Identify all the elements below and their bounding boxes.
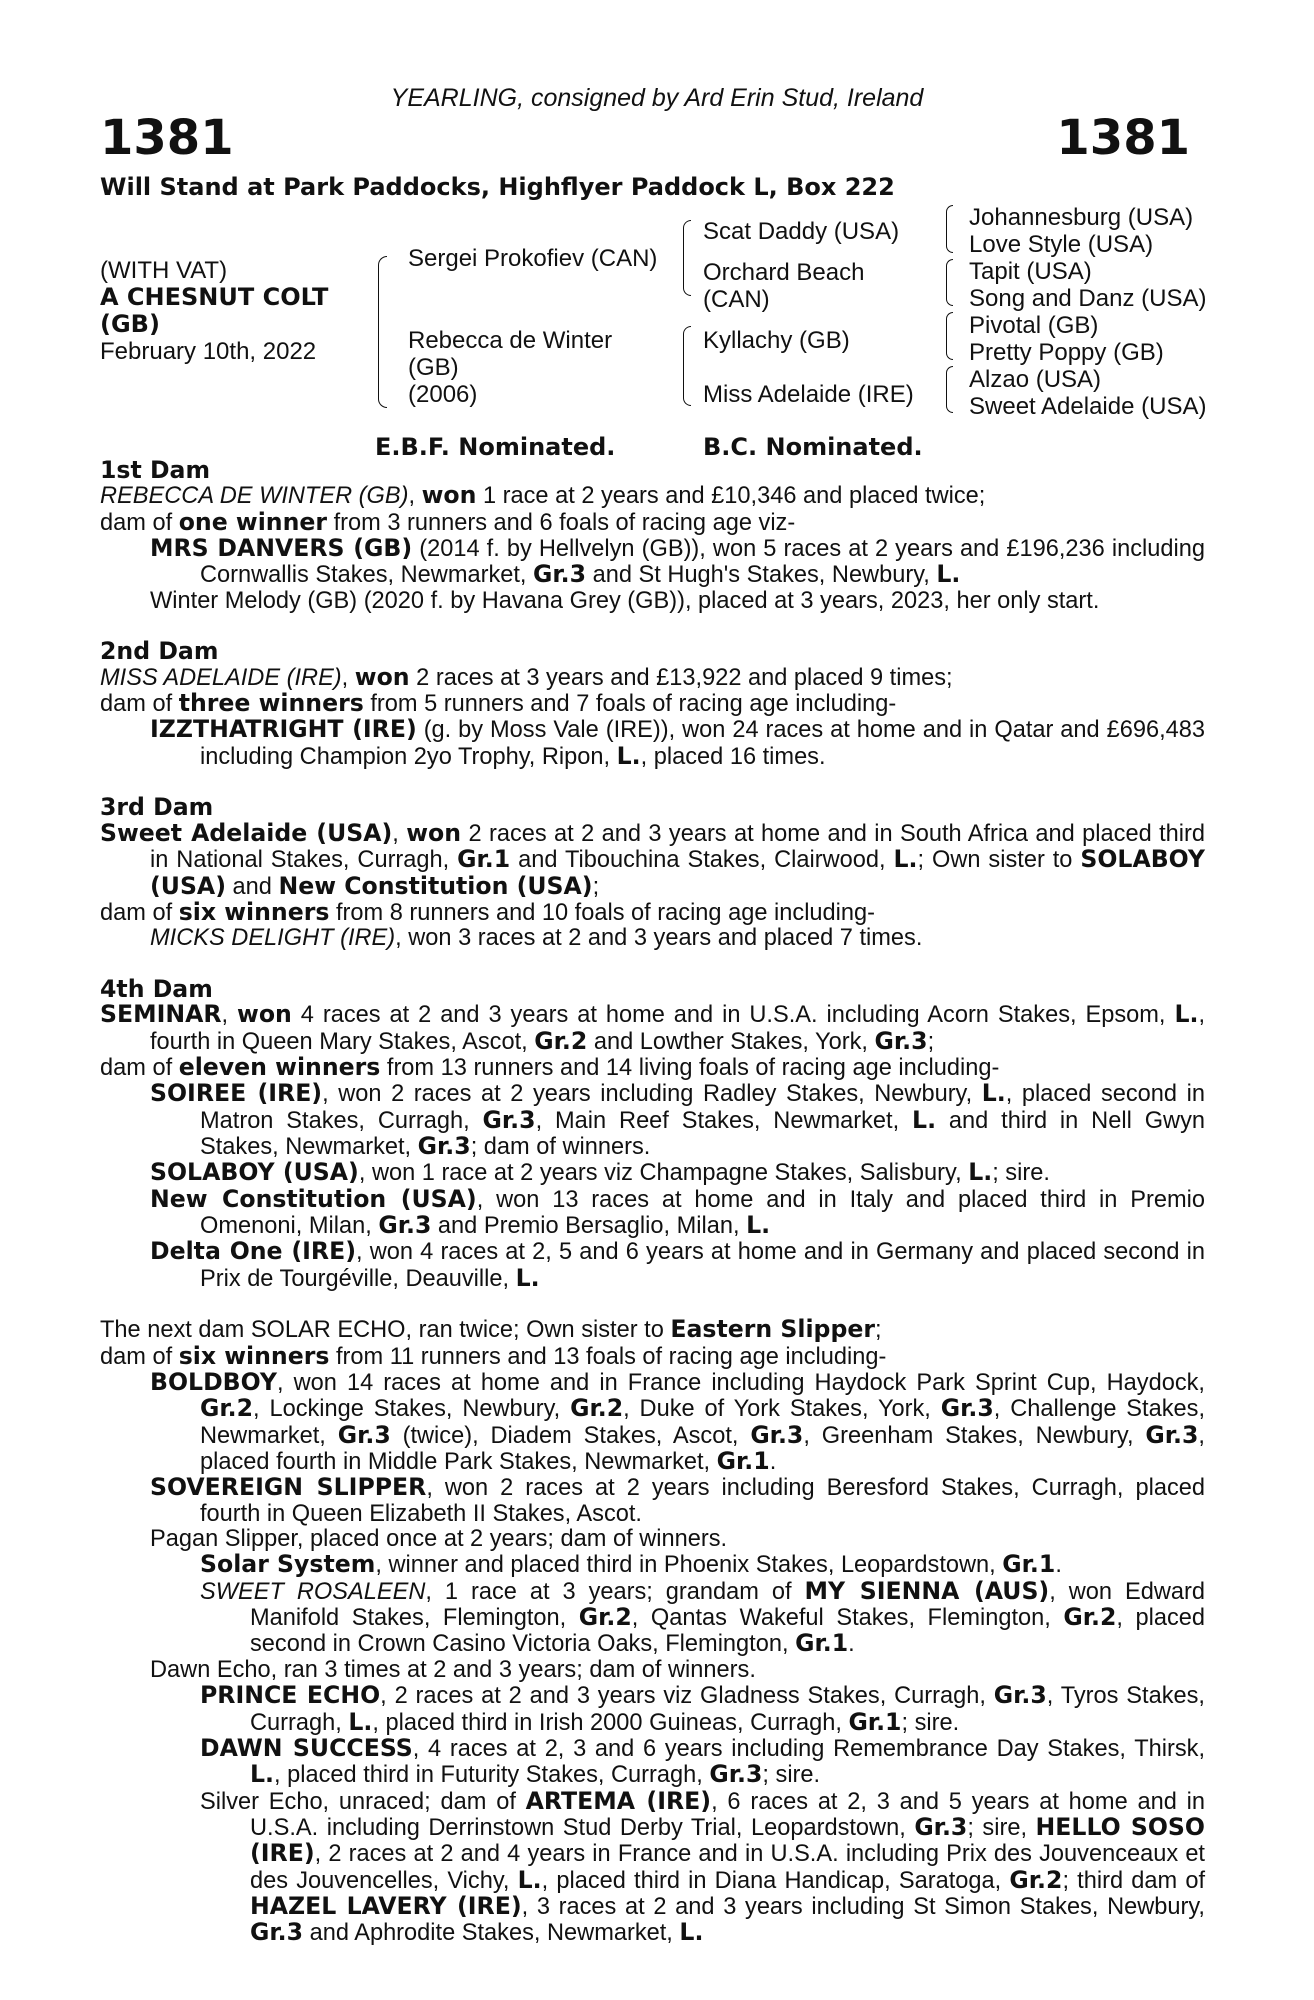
- catalogue-page-body: [100, 458, 1205, 1947]
- produce-entry: SOLABOY (USA), won 1 race at 2 years viz Champagne Stakes, Salisbury, L.; sire.: [150, 1158, 1050, 1187]
- produce-entry: Delta One (IRE), won 4 races at 2, 5 and 6 years at home and in Germany and placed second in Prix de Tourgéville, Deauville, L.: [150, 1237, 1205, 1292]
- first-dam-produce-summary: dam of one winner from 3 runners and 6 foals of racing age viz-: [100, 507, 796, 536]
- great-grand-parent-3: Tapit (USA): [969, 258, 1092, 285]
- pedigree-brace-g2: [946, 259, 953, 306]
- ebf-nomination: E.B.F. Nominated.: [375, 433, 616, 461]
- pedigree-brace-dam: [683, 326, 691, 406]
- vat-label: (WITH VAT): [100, 257, 228, 284]
- dam-name: Rebecca de Winter: [408, 327, 613, 354]
- sire-dam-name: Orchard Beach: [703, 259, 865, 286]
- section-heading-2nd-dam: 2nd Dam: [100, 637, 219, 666]
- grand-produce-entry: SWEET ROSALEEN, 1 race at 3 years; grandam of MY SIENNA (AUS), won Edward Manifold Stakes, Flemington, Gr.2, Qantas Wakeful Stakes, Flemington, Gr.2, placed second in Crown Casino Victoria Oaks, Flemington, Gr.1.: [200, 1576, 1206, 1658]
- produce-entry: New Constitution (USA), won 13 races at home and in Italy and placed third in Premio Omenoni, Milan, Gr.3 and Premio Bersaglio, Milan, L.: [150, 1184, 1205, 1239]
- pedigree-brace-g4: [946, 366, 953, 413]
- sire-name: Sergei Prokofiev (CAN): [408, 245, 658, 272]
- produce-entry: SOVEREIGN SLIPPER, won 2 races at 2 years including Beresford Stakes, Curragh, placed fourth in Queen Elizabeth II Stakes, Ascot.: [150, 1473, 1205, 1527]
- section-heading-4th-dam: 4th Dam: [100, 974, 213, 1003]
- third-dam-record: Sweet Adelaide (USA), won 2 races at 2 and 3 years at home and in South Africa and placed third in National Stakes, Curragh, Gr.1 and Tibouchina Stakes, Clairwood, L.; Own sister to SOLABOY (USA) and New Constitution (USA);: [100, 818, 1205, 900]
- section-heading-3rd-dam: 3rd Dam: [100, 793, 214, 822]
- grand-produce-entry: DAWN SUCCESS, 4 races at 2, 3 and 6 years including Remembrance Day Stakes, Thirsk, L., placed third in Futurity Stakes, Curragh, Gr.3; sire.: [200, 1733, 1205, 1789]
- produce-entry: SOIREE (IRE), won 2 races at 2 years including Radley Stakes, Newbury, L., placed second in Matron Stakes, Curragh, Gr.3, Main Reef Stakes, Newmarket, L. and third in Nell Gwyn Stakes, Newmarket, Gr.3; dam of winners.: [150, 1079, 1206, 1160]
- foaling-date: February 10th, 2022: [100, 338, 317, 365]
- third-dam-produce-summary: dam of six winners from 8 runners and 10 foals of racing age including-: [100, 897, 876, 926]
- produce-entry: Pagan Slipper, placed once at 2 years; dam of winners.: [150, 1526, 728, 1553]
- produce-entry: MICKS DELIGHT (IRE), won 3 races at 2 and 3 years and placed 7 times.: [150, 925, 923, 952]
- dam-sire-name: Kyllachy (GB): [703, 327, 850, 354]
- sire-dam-country: (CAN): [703, 286, 770, 313]
- grand-produce-entry: PRINCE ECHO, 2 races at 2 and 3 years viz Gladness Stakes, Curragh, Gr.3, Tyros Stakes, Curragh, L., placed third in Irish 2000 Guineas, Curragh, Gr.1; sire.: [200, 1681, 1205, 1736]
- pedigree-brace-g1: [946, 205, 953, 253]
- fourth-dam-record: SEMINAR, won 4 races at 2 and 3 years at home and in U.S.A. including Acorn Stakes, Epsom, L., fourth in Queen Mary Stakes, Ascot, Gr.2 and Lowther Stakes, York, Gr.3;: [100, 1000, 1205, 1055]
- second-dam-produce-summary: dam of three winners from 5 runners and 7 foals of racing age including-: [100, 689, 897, 718]
- pedigree-brace-sire: [683, 220, 691, 296]
- lot-number-left: 1381: [100, 110, 234, 166]
- sire-sire-name: Scat Daddy (USA): [703, 218, 900, 245]
- bc-nomination: B.C. Nominated.: [703, 433, 923, 461]
- produce-entry: Dawn Echo, ran 3 times at 2 and 3 years; dam of winners.: [150, 1656, 756, 1683]
- great-grand-parent-1: Johannesburg (USA): [969, 204, 1194, 231]
- horse-description: A CHESNUT COLT: [100, 283, 329, 311]
- great-grand-parent-4: Song and Danz (USA): [969, 285, 1207, 312]
- dam-country: (GB): [408, 354, 459, 381]
- grand-produce-entry: Silver Echo, unraced; dam of ARTEMA (IRE), 6 races at 2, 3 and 5 years at home and in U.S.A. including Derrinstown Stud Derby Trial, Leopardstown, Gr.3; sire, HELLO SOSO (IRE), 2 races at 2 and 4 years in France and in U.S.A. including Prix des Jouvenceaux et des Jouvencelles, Vichy, L., placed third in Diana Handicap, Saratoga, Gr.2; third dam of HAZEL LAVERY (IRE), 3 races at 2 and 3 years including St Simon Stakes, Newbury, Gr.3 and Aphrodite Stakes, Newmarket, L.: [200, 1786, 1205, 1947]
- great-grand-parent-2: Love Style (USA): [969, 231, 1154, 258]
- great-grand-parent-7: Alzao (USA): [969, 366, 1102, 393]
- produce-entry: Winter Melody (GB) (2020 f. by Havana Grey (GB)), placed at 3 years, 2023, her only start.: [150, 587, 1100, 614]
- consignment-line: YEARLING, consigned by Ard Erin Stud, Ireland: [390, 84, 924, 112]
- pedigree-brace-g3: [946, 312, 953, 360]
- dam-dam-name: Miss Adelaide (IRE): [703, 381, 914, 408]
- stabling-line: Will Stand at Park Paddocks, Highflyer Paddock L, Box 222: [100, 173, 895, 201]
- produce-entry: IZZTHATRIGHT (IRE) (g. by Moss Vale (IRE)), won 24 races at home and in Qatar and £696,483 including Champion 2yo Trophy, Ripon, L., placed 16 times.: [150, 715, 1206, 770]
- second-dam-record: MISS ADELAIDE (IRE), won 2 races at 3 years and £13,922 and placed 9 times;: [100, 662, 953, 691]
- fourth-dam-produce-summary: dam of eleven winners from 13 runners and 14 living foals of racing age including-: [100, 1052, 1000, 1081]
- horse-country: (GB): [100, 310, 160, 338]
- produce-entry: BOLDBOY, won 14 races at home and in France including Haydock Park Sprint Cup, Haydock, Gr.2, Lockinge Stakes, Newbury, Gr.2, Duke of York Stakes, York, Gr.3, Challenge Stakes, Newmarket, Gr.3 (twice), Diadem Stakes, Ascot, Gr.3, Greenham Stakes, Newbury, Gr.3, placed fourth in Middle Park Stakes, Newmarket, Gr.1.: [150, 1368, 1205, 1476]
- fifth-dam-record: The next dam SOLAR ECHO, ran twice; Own sister to Eastern Slipper;: [100, 1315, 882, 1344]
- section-heading-1st-dam: 1st Dam: [100, 456, 211, 484]
- fifth-dam-produce-summary: dam of six winners from 11 runners and 13 foals of racing age including-: [100, 1341, 887, 1370]
- great-grand-parent-8: Sweet Adelaide (USA): [969, 393, 1207, 420]
- produce-entry: MRS DANVERS (GB) (2014 f. by Hellvelyn (GB)), won 5 races at 2 years and £196,236 including Cornwallis Stakes, Newmarket, Gr.3 and St Hugh's Stakes, Newbury, L.: [150, 534, 1205, 589]
- dam-year: (2006): [408, 381, 478, 408]
- first-dam-record: REBECCA DE WINTER (GB), won 1 race at 2 years and £10,346 and placed twice;: [100, 481, 986, 510]
- lot-number-right: 1381: [1056, 110, 1190, 166]
- pedigree-brace-main: [378, 256, 387, 408]
- grand-produce-entry: Solar System, winner and placed third in Phoenix Stakes, Leopardstown, Gr.1.: [200, 1550, 1062, 1579]
- great-grand-parent-5: Pivotal (GB): [969, 312, 1099, 339]
- great-grand-parent-6: Pretty Poppy (GB): [969, 339, 1164, 366]
